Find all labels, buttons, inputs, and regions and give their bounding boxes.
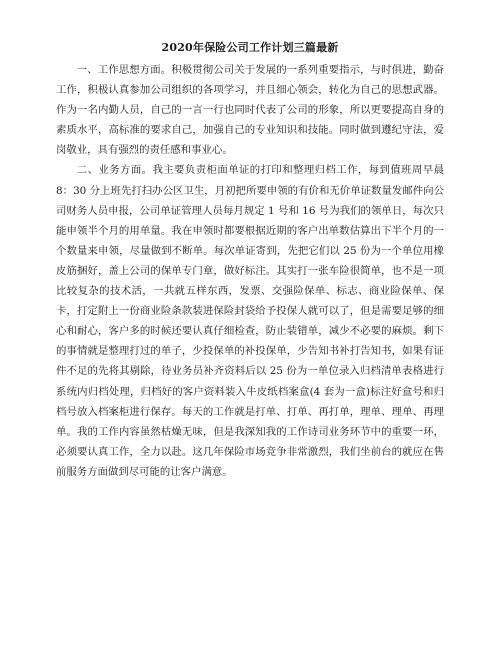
paragraph-business: 二、业务方面。我主要负责柜面单证的打印和整理归档工作，每到值班周早晨 8：30 分上班先打扫办公区卫生，月初把所要申领的有价和无价单证数量发邮件向公司财务人员申报，公司单证管理人员每月规定 1 号和 16 号为我们的领单日，每次只能申领半个月的用单量。我在申领时都要根据近期的客户出单数估算出下半个月的一个数量来申领，尽量做到不断单。每次单证寄到，先把它们以 25 份为一个单位用橡皮筋捆好，盖上公司的保单专门章，做好标注。其实打一张车险很简单，也不是一项比较复杂的技术活，一共就五样东西，发票、交强险保单、标志、商业险保单、保卡，打定附上一份商业险条款装进保险封袋给予投保人就可以了，但是需要足够的细心和耐心，客户多的时候还要认真仔细检查，防止装错单，减少不必要的麻烦。剩下的事情就是整理打过的单子，少投保单的补投保单，少告知书补打告知书，如果有证件不足的先将其剔除，待业务员补齐资料后以 25 份为一单位录入归档清单表格进行系统内归档处理，归档好的客户资料装入牛皮纸档案盒(4 套为一盒)标注好盒号和归档号放入档案柜进行保存。每天的工作就是打单、打单、再打单，理单、理单、再理单。我的工作内容虽然枯燥无味，但是我深知我的工作诗司业务环节中的重要一环，必须要认真工作，全力以赴。这几年保险市场竞争非常激烈，我们坐前台的就应在售前服务方面做到尽可能的让客户满意。 <box>56 164 444 478</box>
document-body <box>56 40 444 482</box>
document-title: 2020年保险公司工作计划三篇最新 <box>161 41 339 54</box>
paragraph-work-thinking: 一、工作思想方面。积极贯彻公司关于发展的一系列重要指示，与时俱进，勤奋工作，积极认真参加公司组织的各项学习，并且细心领会，转化为自己的思想武器。作为一名内勤人员，自己的一言一行也同时代表了公司的形象，所以更要提高自身的素质水平，高标准的要求自己，加强自己的专业知识和技能。同时做到遵纪守法，爱岗敬业，具有强烈的责任感和事业心。 <box>56 64 444 157</box>
